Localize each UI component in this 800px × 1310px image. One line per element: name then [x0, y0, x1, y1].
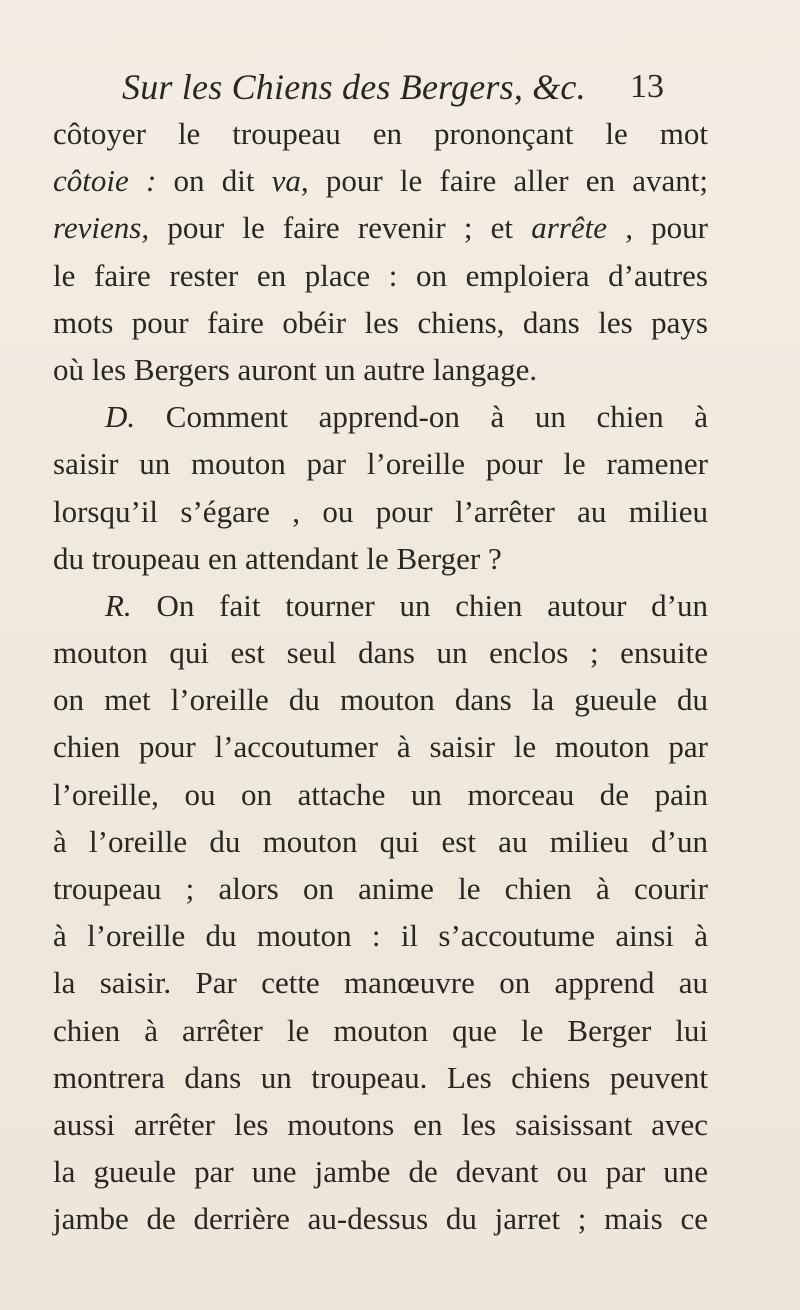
text-line	[53, 959, 708, 1006]
italic-text: arrête ,	[531, 210, 633, 246]
text-line	[53, 110, 708, 157]
italic-text: reviens,	[53, 210, 150, 246]
text-line	[53, 629, 708, 676]
text-line	[53, 582, 708, 629]
text-line	[53, 771, 708, 818]
text-line	[53, 393, 708, 440]
text-line	[53, 488, 708, 535]
text-run: montrera dans un troupeau. Les chiens peuvent	[53, 1059, 708, 1095]
text-run: chien à arrêter le mouton que le Berger lui	[53, 1012, 708, 1048]
text-line	[53, 1101, 708, 1148]
text-run: la saisir. Par cette manœuvre on apprend au	[53, 965, 708, 1001]
text-run: chien pour l’accoutumer à saisir le mouton par	[53, 729, 708, 765]
text-line	[53, 204, 708, 251]
text-run: Comment apprend-on à un chien à	[135, 399, 708, 435]
text-run: l’oreille, ou on attache un morceau de pain	[53, 776, 708, 812]
text-line	[53, 818, 708, 865]
italic-text: va,	[271, 163, 309, 199]
text-line	[53, 535, 708, 582]
text-line	[53, 440, 708, 487]
text-run: à l’oreille du mouton : il s’accoutume ainsi à	[53, 918, 708, 954]
text-run: du troupeau en attendant le Berger ?	[53, 540, 502, 576]
text-run: côtoyer le troupeau en prononçant le mot	[53, 116, 708, 151]
page-number: 13	[630, 68, 664, 105]
text-line	[53, 1007, 708, 1054]
body-text	[53, 110, 708, 1243]
italic-text: D.	[105, 399, 136, 435]
text-run: On fait tourner un chien autour d’un	[131, 587, 708, 623]
italic-text: R.	[105, 587, 132, 623]
text-line	[53, 1054, 708, 1101]
text-run: où les Bergers auront un autre langage.	[53, 351, 538, 387]
text-run: mots pour faire obéir les chiens, dans les pays	[53, 304, 708, 340]
text-line	[53, 1148, 708, 1195]
text-run: lorsqu’il s’égare , ou pour l’arrêter au milieu	[53, 493, 708, 529]
text-line	[53, 299, 708, 346]
text-run: aussi arrêter les moutons en les saisissant avec	[53, 1106, 708, 1142]
text-line	[53, 1195, 708, 1242]
text-run: on dit	[156, 163, 272, 199]
text-run: pour le faire revenir ; et	[149, 210, 532, 246]
italic-text: côtoie :	[53, 163, 157, 199]
running-title: Sur les Chiens des Bergers, &c.	[122, 67, 586, 107]
text-run: jambe de derrière au-dessus du jarret ; mais ce	[53, 1201, 708, 1237]
text-run: à l’oreille du mouton qui est au milieu d’un	[53, 823, 708, 859]
text-run: la gueule par une jambe de devant ou par une	[53, 1154, 708, 1190]
text-run: le faire rester en place : on emploiera d’autres	[53, 257, 708, 293]
text-line	[53, 912, 708, 959]
text-line	[53, 676, 708, 723]
text-line	[53, 346, 708, 393]
text-run: pour le faire aller en avant;	[308, 163, 708, 199]
text-line	[53, 157, 708, 204]
text-line	[53, 252, 708, 299]
text-run: pour	[632, 210, 708, 246]
text-run: on met l’oreille du mouton dans la gueule du	[53, 682, 708, 718]
text-line	[53, 723, 708, 770]
text-line	[53, 865, 708, 912]
text-run: troupeau ; alors on anime le chien à courir	[53, 871, 708, 906]
text-run: mouton qui est seul dans un enclos ; ensuite	[53, 635, 708, 671]
text-run: saisir un mouton par l’oreille pour le ramener	[53, 446, 708, 482]
running-head	[0, 66, 800, 110]
